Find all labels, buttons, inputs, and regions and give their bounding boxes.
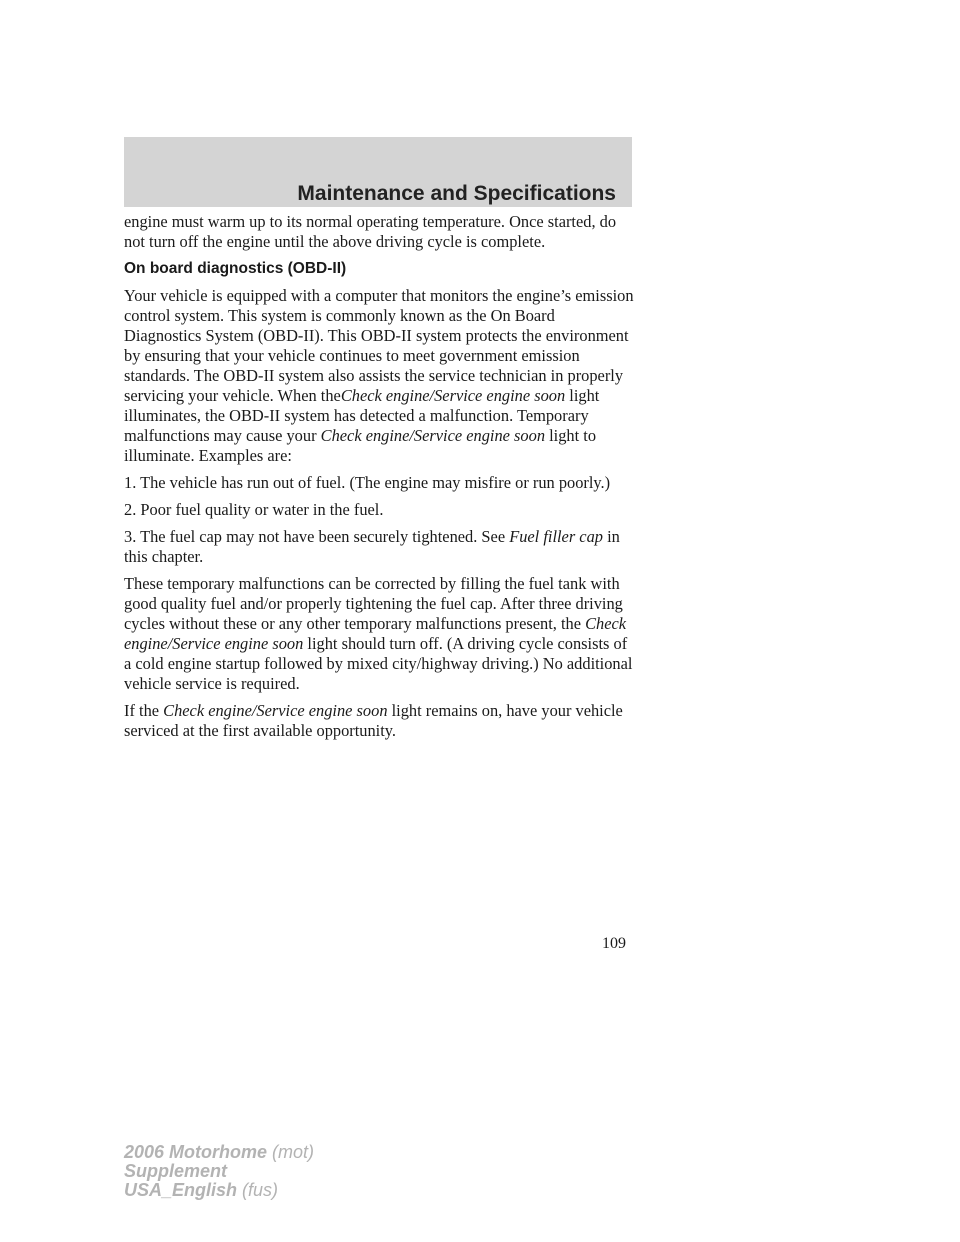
page-body — [124, 212, 636, 748]
chapter-header-band — [124, 137, 632, 207]
fuel-filler-cap-ref: Fuel filler cap — [509, 527, 603, 546]
list-item: 1. The vehicle has run out of fuel. (The engine may misfire or run poorly.) — [124, 473, 611, 492]
check-engine-light-ref: Check engine/Service engine soon — [163, 701, 388, 720]
section-heading: On board diagnostics (OBD-II) — [124, 260, 347, 277]
intro-paragraph: engine must warm up to its normal operating temperature. Once started, do not turn off the engine until the above driving cycle is complete. — [124, 212, 617, 251]
check-engine-light-ref: Check engine/Service engine soon — [340, 386, 566, 405]
check-engine-light-ref: Check engine/Service engine soon — [124, 614, 627, 653]
obd-paragraph-3: If the Check engine/Service engine soon light remains on, have your vehicle serviced at the first available opportunity. — [124, 701, 623, 740]
obd-paragraph-1: Your vehicle is equipped with a computer that monitors the engine’s emission control system. This system is commonly known as the On Board Diagnostics System (OBD-II). This OBD-II system protects the environment by ensuring that your vehicle continues to meet government emission standards. The OBD-II system also assists the service technician in properly servicing your vehicle. When theCheck engine/Service engine soon light illuminates, the OBD-II system has detected a malfunction. Temporary malfunctions may cause your Check engine/Service engine soon light to illuminate. Examples are: — [124, 286, 634, 465]
list-item: 2. Poor fuel quality or water in the fuel. — [124, 500, 384, 519]
check-engine-light-ref: Check engine/Service engine soon — [320, 426, 546, 445]
document-footer — [124, 1143, 314, 1200]
footer-line-2: Supplement — [124, 1161, 228, 1181]
obd-paragraph-2: These temporary malfunctions can be corrected by filling the fuel tank with good quality fuel and/or properly tightening the fuel cap. After three driving cycles without these or any other temporary malfunctions present, the Check engine/Service engine soon light should turn off. (A driving cycle consists of a cold engine startup followed by mixed city/highway driving.) No additional vehicle service is required. — [124, 574, 633, 693]
footer-line-3: USA_English (fus) — [124, 1180, 279, 1200]
footer-line-1: 2006 Motorhome (mot) — [124, 1142, 315, 1162]
page-number: 109 — [602, 935, 626, 952]
chapter-title: Maintenance and Specifications — [297, 182, 616, 205]
list-item: 3. The fuel cap may not have been securely tightened. See Fuel filler cap in this chapter. — [124, 527, 620, 566]
